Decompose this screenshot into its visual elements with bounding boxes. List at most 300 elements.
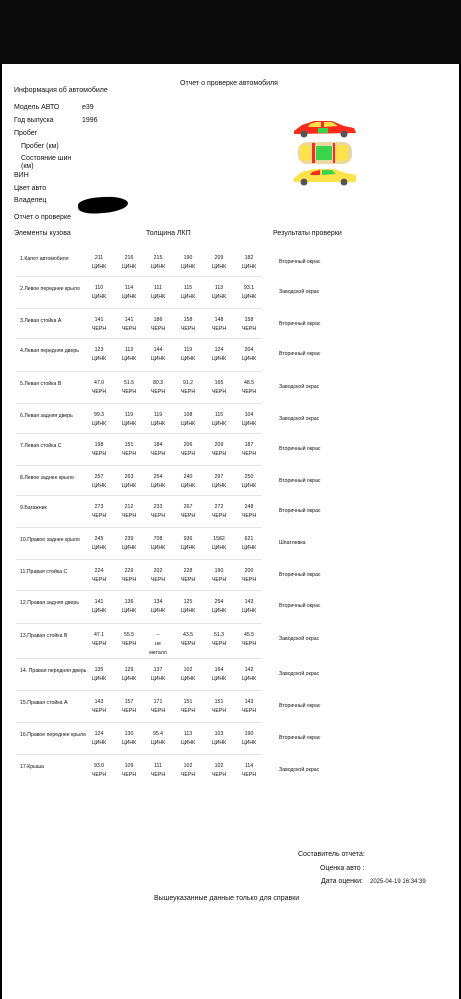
- thickness-value: 209: [214, 255, 224, 261]
- metal-type: ЧЕРН: [211, 451, 227, 457]
- thickness-cell: [208, 730, 230, 748]
- thickness-cell: [238, 473, 260, 491]
- thickness-value: 184: [153, 442, 163, 448]
- metal-type: ЦИНК: [211, 294, 227, 300]
- thickness-value: 113: [183, 731, 193, 737]
- thickness-value: 272: [214, 504, 224, 510]
- thickness-cell: [238, 379, 260, 397]
- thickness-cell: [88, 698, 110, 716]
- metal-type: ЦИНК: [180, 294, 196, 300]
- thickness-value: 95.4: [152, 731, 164, 737]
- metal-type: ЦИНК: [211, 356, 227, 362]
- metal-type: ЦИНК: [150, 608, 166, 614]
- thickness-value: 245: [94, 536, 104, 542]
- row-divider: [16, 658, 262, 659]
- metal-type: ЦИНК: [150, 356, 166, 362]
- thickness-value: 263: [124, 474, 134, 480]
- check-result: Вторичный окрас: [279, 259, 321, 265]
- metal-type: ЦИНК: [91, 264, 107, 270]
- mileage-label: Пробег: [14, 130, 38, 137]
- row-divider: [16, 433, 262, 434]
- thickness-value: 136: [124, 599, 134, 605]
- thickness-value: 141: [124, 317, 134, 323]
- thickness-value: 144: [153, 347, 163, 353]
- year-label: Год выпуска: [14, 117, 54, 124]
- thickness-value: 202: [153, 568, 163, 574]
- element-name: 4.Левая передняя дверь: [20, 348, 79, 354]
- thickness-cell: [118, 254, 140, 272]
- thickness-cell: [118, 666, 140, 684]
- metal-type: ЧЕРН: [241, 772, 257, 778]
- thickness-cell: [208, 698, 230, 716]
- thickness-cell: [177, 254, 199, 272]
- thickness-value: 248: [244, 504, 254, 510]
- thickness-cell: [88, 379, 110, 397]
- thickness-cell: [238, 316, 260, 334]
- thickness-cell: [88, 535, 110, 553]
- thickness-value: 137: [153, 667, 163, 673]
- rating-label: Оценка авто :: [320, 865, 365, 872]
- thickness-value: 267: [183, 504, 193, 510]
- thickness-cell: [118, 698, 140, 716]
- thickness-cell: [147, 730, 169, 748]
- metal-type: ЧЕРН: [150, 577, 166, 583]
- metal-type: ЦИНК: [241, 264, 257, 270]
- thickness-cell: [177, 379, 199, 397]
- thickness-cell: [88, 730, 110, 748]
- thickness-cell: [118, 598, 140, 616]
- metal-type: ЦИНК: [180, 483, 196, 489]
- thickness-cell: [208, 379, 230, 397]
- metal-type: ЧЕРН: [150, 513, 166, 519]
- thickness-value: 151: [183, 699, 193, 705]
- metal-type: ЦИНК: [241, 421, 257, 427]
- thickness-value: 93.1: [243, 285, 255, 291]
- metal-type: ЦИНК: [121, 421, 137, 427]
- row-divider: [16, 465, 262, 466]
- metal-type: ЧЕРН: [180, 772, 196, 778]
- metal-type: ЦИНК: [241, 545, 257, 551]
- thickness-value: 936: [183, 536, 193, 542]
- car-side-right-icon: [294, 169, 356, 186]
- thickness-value: 99.3: [93, 412, 105, 418]
- metal-type: ЦИНК: [211, 676, 227, 682]
- thickness-value: 215: [153, 255, 163, 261]
- thickness-value: 621: [244, 536, 254, 542]
- thickness-value: 182: [244, 255, 254, 261]
- thickness-cell: [88, 762, 110, 780]
- year-value: 1996: [82, 117, 98, 124]
- metal-type: ЧЕРН: [150, 326, 166, 332]
- thickness-value: 224: [94, 568, 104, 574]
- thickness-cell: [147, 284, 169, 302]
- check-result: Вторичный окрас: [279, 603, 321, 609]
- thickness-cell: [118, 730, 140, 748]
- thickness-value: 43.5: [182, 632, 194, 638]
- col-results-header: Результаты проверки: [273, 230, 342, 237]
- metal-type: ЧЕРН: [91, 513, 107, 519]
- thickness-cell: [118, 346, 140, 364]
- thickness-value: 212: [124, 504, 134, 510]
- metal-type: ЧЕРН: [121, 326, 137, 332]
- metal-type: ЦИНК: [211, 740, 227, 746]
- element-name: 14. Правая передняя дверь: [20, 668, 87, 674]
- thickness-value: 125: [183, 599, 193, 605]
- metal-type: ЦИНК: [211, 545, 227, 551]
- thickness-value: 250: [244, 474, 254, 480]
- car-side-icon: [294, 121, 356, 138]
- car-top-icon: [298, 142, 352, 164]
- thickness-cell: [118, 284, 140, 302]
- thickness-value: 93.0: [93, 763, 105, 769]
- thickness-cell: [88, 598, 110, 616]
- metal-type: ЧЕРН: [91, 326, 107, 332]
- thickness-cell: [88, 411, 110, 429]
- thickness-cell: [208, 473, 230, 491]
- check-result: Заводской окрас: [279, 384, 320, 390]
- thickness-cell: [118, 503, 140, 521]
- thickness-cell: [147, 567, 169, 585]
- date-label: Дата оценки:: [321, 878, 363, 885]
- metal-type: ЧЕРН: [150, 708, 166, 714]
- thickness-value: 111: [154, 285, 162, 291]
- thickness-value: 104: [244, 412, 254, 418]
- row-divider: [16, 722, 262, 723]
- thickness-value: 254: [153, 474, 163, 480]
- thickness-value: 216: [124, 255, 134, 261]
- thickness-cell: [208, 503, 230, 521]
- element-name: 3.Левая стойка А: [20, 318, 62, 324]
- metal-type: ЦИНК: [241, 676, 257, 682]
- thickness-cell: [88, 503, 110, 521]
- thickness-value: 130: [124, 731, 134, 737]
- metal-type: ЧЕРН: [150, 451, 166, 457]
- metal-type: ЧЕРН: [211, 513, 227, 519]
- thickness-cell: [118, 473, 140, 491]
- color-label: Цвет авто: [14, 185, 47, 192]
- thickness-cell: [208, 598, 230, 616]
- thickness-value: 119: [153, 412, 163, 418]
- thickness-value: 129: [124, 667, 134, 673]
- metal-type: ЧЕРН: [121, 389, 137, 395]
- thickness-value: 257: [94, 474, 104, 480]
- thickness-cell: [208, 346, 230, 364]
- redaction-mark: [77, 195, 128, 215]
- thickness-value: 143: [244, 699, 254, 705]
- metal-type: ЦИНК: [150, 545, 166, 551]
- thickness-cell: [177, 316, 199, 334]
- thickness-value: 708: [153, 536, 163, 542]
- metal-type: ЧЕРН: [211, 577, 227, 583]
- row-divider: [16, 754, 262, 755]
- thickness-value: 110: [94, 285, 104, 291]
- thickness-value: 47.0: [93, 380, 105, 386]
- thickness-value: 151: [214, 699, 224, 705]
- metal-type: ЦИНК: [180, 545, 196, 551]
- row-divider: [16, 623, 262, 624]
- thickness-value: 158: [244, 317, 254, 323]
- thickness-value: 209: [214, 442, 224, 448]
- thickness-cell: [238, 762, 260, 780]
- metal-type: ЧЕРН: [180, 326, 196, 332]
- row-divider: [16, 590, 262, 591]
- thickness-cell: [147, 631, 169, 658]
- metal-type: ЦИНК: [241, 356, 257, 362]
- metal-type: ЦИНК: [121, 483, 137, 489]
- report-sheet: [2, 64, 459, 999]
- thickness-cell: [177, 411, 199, 429]
- model-value: e39: [82, 104, 94, 111]
- metal-type: ЧЕРН: [180, 513, 196, 519]
- check-result: Вторичный окрас: [279, 351, 321, 357]
- thickness-cell: [147, 598, 169, 616]
- thickness-value: 124: [214, 347, 224, 353]
- thickness-cell: [238, 284, 260, 302]
- thickness-cell: [238, 730, 260, 748]
- model-label: Модель АВТО: [14, 104, 60, 111]
- metal-type: ЧЕРН: [241, 326, 257, 332]
- thickness-value: 233: [153, 504, 163, 510]
- metal-type: не металл: [149, 641, 167, 656]
- thickness-cell: [88, 473, 110, 491]
- metal-type: ЦИНК: [241, 740, 257, 746]
- thickness-cell: [177, 567, 199, 585]
- thickness-cell: [238, 567, 260, 585]
- owner-label: Владелец: [14, 197, 47, 204]
- metal-type: ЧЕРН: [241, 577, 257, 583]
- thickness-value: 190: [244, 731, 254, 737]
- thickness-cell: [208, 284, 230, 302]
- element-name: 6.Левая задняя дверь: [20, 413, 73, 419]
- metal-type: ЧЕРН: [121, 451, 137, 457]
- thickness-value: 254: [214, 599, 224, 605]
- thickness-value: 171: [153, 699, 163, 705]
- thickness-cell: [208, 535, 230, 553]
- thickness-value: 165: [214, 380, 224, 386]
- thickness-cell: [88, 631, 110, 649]
- check-result: Вторичный окрас: [279, 703, 321, 709]
- top-bar: [0, 0, 461, 64]
- thickness-cell: [238, 411, 260, 429]
- metal-type: ЧЕРН: [150, 772, 166, 778]
- element-name: 16.Правое переднее крыло: [20, 732, 86, 738]
- thickness-cell: [208, 441, 230, 459]
- thickness-value: 108: [183, 412, 193, 418]
- thickness-cell: [118, 567, 140, 585]
- thickness-cell: [238, 346, 260, 364]
- thickness-cell: [177, 762, 199, 780]
- thickness-value: 211: [94, 255, 104, 261]
- metal-type: ЦИНК: [150, 421, 166, 427]
- thickness-value: 114: [244, 763, 254, 769]
- metal-type: ЧЕРН: [121, 641, 137, 647]
- thickness-value: 143: [244, 599, 254, 605]
- thickness-cell: [147, 411, 169, 429]
- element-name: 10.Правое заднее крыло: [20, 537, 80, 543]
- thickness-value: 115: [214, 412, 224, 418]
- metal-type: ЧЕРН: [91, 772, 107, 778]
- thickness-cell: [118, 631, 140, 649]
- check-result: Заводской окрас: [279, 671, 320, 677]
- metal-type: ЧЕРН: [211, 326, 227, 332]
- thickness-cell: [88, 284, 110, 302]
- thickness-cell: [118, 411, 140, 429]
- thickness-cell: [177, 473, 199, 491]
- metal-type: ЦИНК: [150, 294, 166, 300]
- thickness-cell: [147, 762, 169, 780]
- car-diagram: [288, 114, 362, 190]
- thickness-cell: [147, 473, 169, 491]
- thickness-value: 297: [214, 474, 224, 480]
- thickness-cell: [177, 441, 199, 459]
- thickness-cell: [147, 441, 169, 459]
- thickness-value: 102: [183, 763, 193, 769]
- check-result: Заводской окрас: [279, 289, 320, 295]
- tires-label: Состояние шин (км): [21, 155, 72, 170]
- date-value: 2025-04-19 16:34:39: [370, 879, 426, 885]
- thickness-cell: [177, 503, 199, 521]
- thickness-value: 190: [183, 255, 193, 261]
- thickness-value: 239: [124, 536, 134, 542]
- thickness-value: 119: [183, 347, 193, 353]
- thickness-cell: [147, 666, 169, 684]
- thickness-cell: [118, 441, 140, 459]
- thickness-cell: [177, 631, 199, 649]
- element-name: 12.Правая задняя дверь: [20, 600, 79, 606]
- thickness-value: 228: [183, 568, 193, 574]
- metal-type: ЦИНК: [180, 740, 196, 746]
- thickness-value: 123: [94, 347, 104, 353]
- thickness-cell: [147, 254, 169, 272]
- thickness-value: 206: [183, 442, 193, 448]
- info-header: Информация об автомобиле: [14, 87, 108, 94]
- element-name: 13.Правая стойка В: [20, 633, 68, 639]
- thickness-value: 142: [244, 667, 254, 673]
- element-name: 7.Левая стойка С: [20, 443, 62, 449]
- metal-type: ЧЕРН: [91, 641, 107, 647]
- thickness-cell: [238, 666, 260, 684]
- metal-type: ЧЕРН: [211, 389, 227, 395]
- metal-type: ЦИНК: [91, 740, 107, 746]
- thickness-value: 103: [214, 731, 224, 737]
- row-divider: [16, 308, 262, 309]
- metal-type: ЧЕРН: [121, 708, 137, 714]
- metal-type: ЦИНК: [91, 608, 107, 614]
- metal-type: ЦИНК: [121, 356, 137, 362]
- thickness-cell: [208, 316, 230, 334]
- metal-type: ЧЕРН: [180, 389, 196, 395]
- check-result: Вторичный окрас: [279, 572, 321, 578]
- thickness-value: 134: [153, 599, 163, 605]
- thickness-value: 113: [214, 285, 224, 291]
- thickness-cell: [238, 441, 260, 459]
- metal-type: ЧЕРН: [91, 577, 107, 583]
- metal-type: ЦИНК: [150, 483, 166, 489]
- thickness-cell: [118, 535, 140, 553]
- metal-type: ЦИНК: [180, 264, 196, 270]
- metal-type: ЧЕРН: [241, 389, 257, 395]
- metal-type: ЦИНК: [121, 608, 137, 614]
- check-result: Вторичный окрас: [279, 321, 321, 327]
- element-name: 5.Левая стойка В: [20, 381, 62, 387]
- thickness-cell: [118, 379, 140, 397]
- metal-type: ЧЕРН: [180, 577, 196, 583]
- metal-type: ЦИНК: [91, 483, 107, 489]
- thickness-cell: [177, 730, 199, 748]
- thickness-value: 273: [94, 504, 104, 510]
- check-result: Шпатлевка: [279, 540, 306, 546]
- check-result: Заводской окрас: [279, 636, 320, 642]
- metal-type: ЧЕРН: [121, 577, 137, 583]
- thickness-value: 51.5: [123, 380, 135, 386]
- metal-type: ЦИНК: [121, 676, 137, 682]
- thickness-cell: [177, 666, 199, 684]
- element-name: 9.Багажник: [20, 505, 47, 511]
- thickness-cell: [88, 316, 110, 334]
- col-thickness-header: Толщина ЛКП: [146, 230, 191, 237]
- metal-type: ЦИНК: [121, 294, 137, 300]
- metal-type: ЦИНК: [121, 545, 137, 551]
- metal-type: ЧЕРН: [150, 389, 166, 395]
- metal-type: ЦИНК: [211, 483, 227, 489]
- row-divider: [16, 403, 262, 404]
- thickness-value: 190: [214, 568, 224, 574]
- thickness-value: 229: [124, 568, 134, 574]
- metal-type: ЧЕРН: [91, 708, 107, 714]
- thickness-cell: [118, 762, 140, 780]
- metal-type: ЦИНК: [91, 294, 107, 300]
- thickness-value: 124: [94, 731, 104, 737]
- metal-type: ЦИНК: [241, 483, 257, 489]
- thickness-cell: [147, 698, 169, 716]
- check-result: Вторичный окрас: [279, 446, 321, 452]
- metal-type: ЦИНК: [211, 421, 227, 427]
- check-result: Вторичный окрас: [279, 478, 321, 484]
- metal-type: ЦИНК: [211, 608, 227, 614]
- thickness-cell: [208, 254, 230, 272]
- mileage-km-label: Пробег (км): [21, 143, 59, 150]
- thickness-value: 109: [124, 763, 134, 769]
- thickness-value: 157: [124, 699, 134, 705]
- thickness-cell: [147, 503, 169, 521]
- thickness-cell: [177, 346, 199, 364]
- metal-type: ЧЕРН: [211, 708, 227, 714]
- element-name: 8.Левое заднее крыло: [20, 475, 74, 481]
- thickness-value: 47.1: [93, 632, 105, 638]
- col-elements-header: Элементы кузова: [14, 230, 71, 237]
- thickness-value: 187: [244, 442, 254, 448]
- thickness-value: 119: [124, 412, 134, 418]
- thickness-cell: [88, 441, 110, 459]
- thickness-value: 240: [183, 474, 193, 480]
- metal-type: ЦИНК: [91, 676, 107, 682]
- metal-type: ЧЕРН: [241, 641, 257, 647]
- thickness-cell: [88, 567, 110, 585]
- metal-type: ЦИНК: [180, 608, 196, 614]
- check-result: Вторичный окрас: [279, 508, 321, 514]
- thickness-value: 141: [94, 317, 104, 323]
- element-name: 2.Левое переднее крыло: [20, 286, 80, 292]
- thickness-cell: [177, 698, 199, 716]
- metal-type: ЦИНК: [91, 356, 107, 362]
- thickness-value: 1582: [213, 536, 225, 542]
- thickness-value: 113: [124, 347, 134, 353]
- metal-type: ЧЕРН: [91, 451, 107, 457]
- thickness-value: 102: [214, 763, 224, 769]
- thickness-cell: [118, 316, 140, 334]
- row-divider: [16, 527, 262, 528]
- thickness-cell: [177, 535, 199, 553]
